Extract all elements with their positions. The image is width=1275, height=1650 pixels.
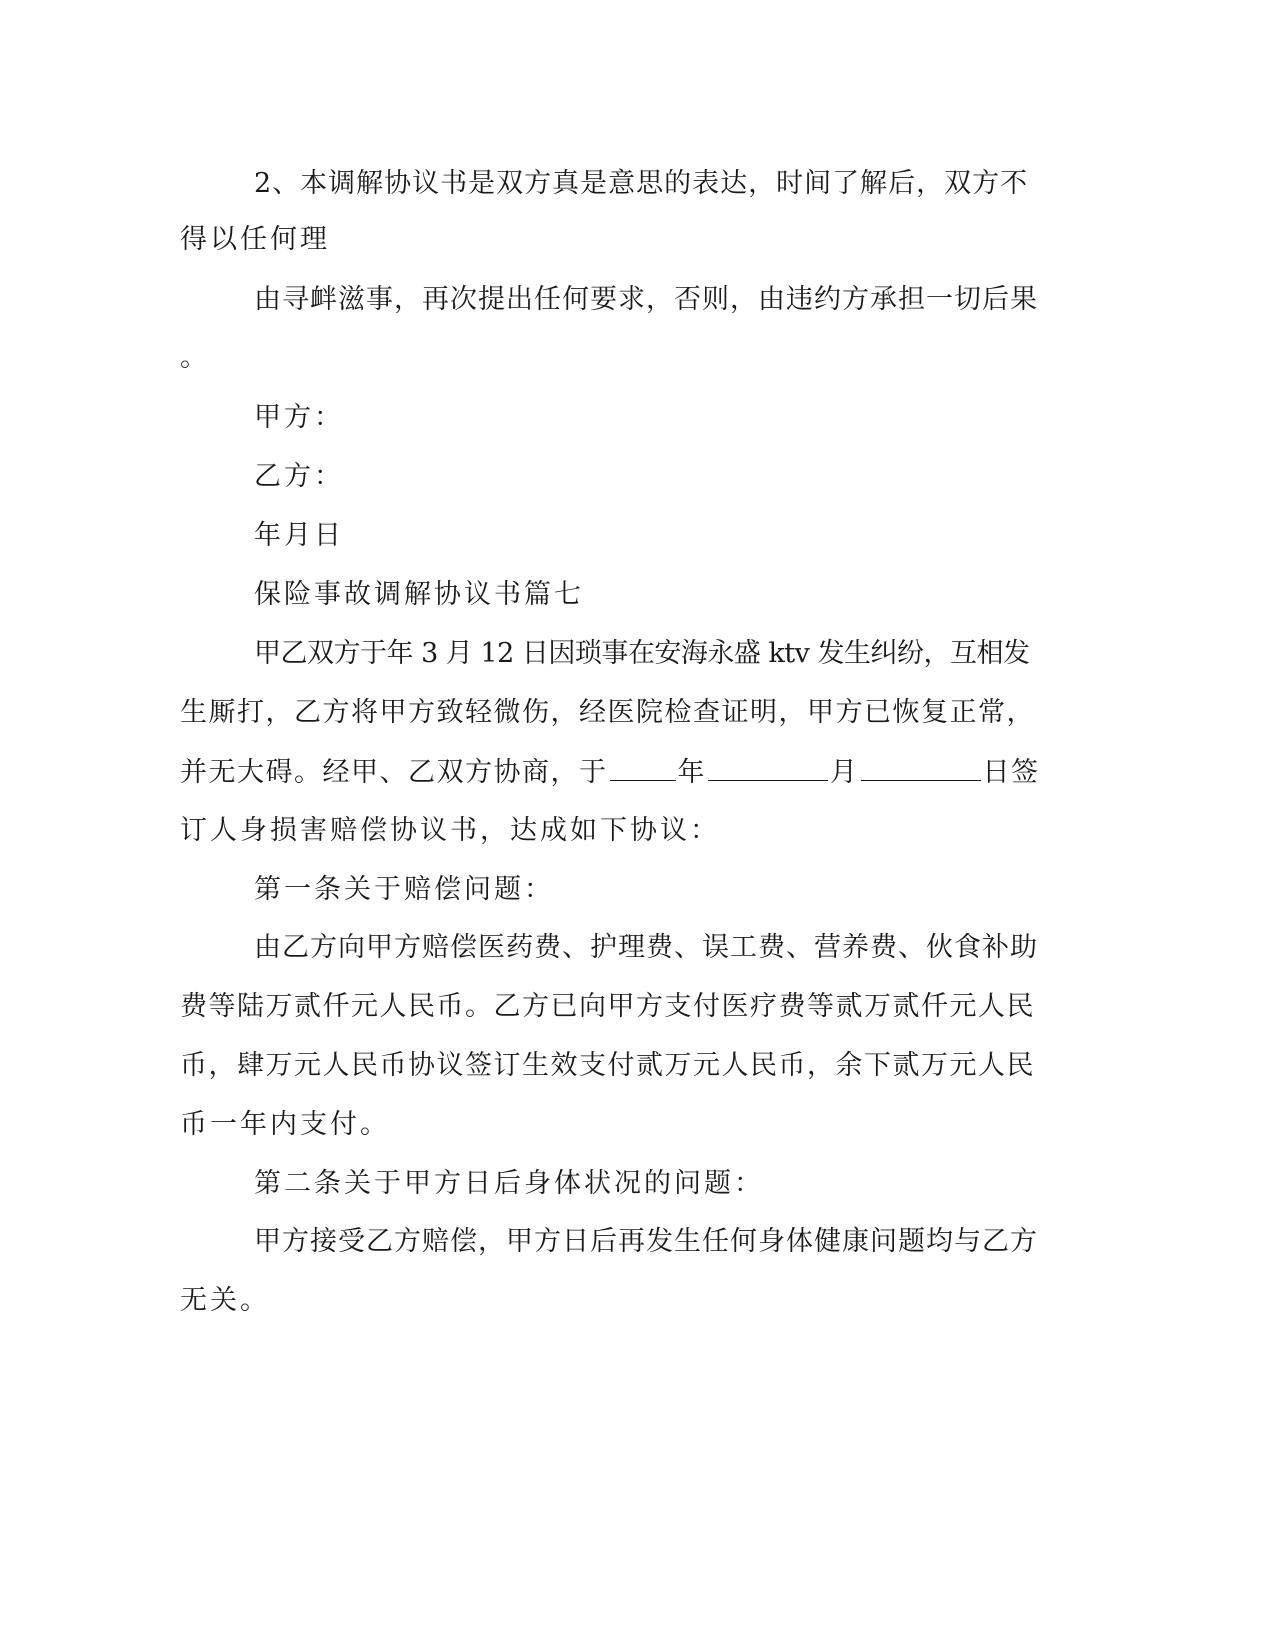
paragraph-line: 得以任何理 xyxy=(180,224,330,255)
paragraph-line: 由乙方向甲方赔偿医药费、护理费、误工费、营养费、伙食补助 xyxy=(254,932,1038,963)
fill-line-year: 年 xyxy=(677,757,706,788)
paragraph-line: 费等陆万贰仟元人民币。乙方已向甲方支付医疗费等贰万贰仟元人民 xyxy=(180,991,1035,1022)
month-blank xyxy=(708,754,828,781)
fill-line-month: 月 xyxy=(830,757,859,788)
paragraph-line: 币，肆万元人民币协议签订生效支付贰万元人民币，余下贰万元人民 xyxy=(180,1050,1035,1081)
day-blank xyxy=(861,754,981,781)
paragraph-line: 甲方接受乙方赔偿，甲方日后再发生任何身体健康问题均与乙方 xyxy=(254,1226,1038,1257)
paragraph-line: 。 xyxy=(180,342,210,373)
fill-line-suffix: 日签 xyxy=(982,757,1040,788)
paragraph-line: 由寻衅滋事，再次提出任何要求，否则，由违约方承担一切后果 xyxy=(254,284,1038,315)
paragraph-line: 2、本调解协议书是双方真是意思的表达，时间了解后，双方不 xyxy=(254,168,1029,199)
section-heading: 保险事故调解协议书篇七 xyxy=(254,579,584,610)
fill-line-prefix: 并无大碍。经甲、乙双方协商，于 xyxy=(180,757,608,788)
party-a-label: 甲方： xyxy=(254,402,344,433)
paragraph-line: 订人身损害赔偿协议书，达成如下协议： xyxy=(180,815,720,846)
fill-in-date-line xyxy=(180,754,1040,791)
article-heading: 第一条关于赔偿问题： xyxy=(254,874,554,905)
party-b-label: 乙方： xyxy=(254,461,344,492)
paragraph-line: 甲乙双方于年 3 月 12 日因琐事在安海永盛 ktv 发生纠纷，互相发 xyxy=(254,638,1030,669)
article-heading: 第二条关于甲方日后身体状况的问题： xyxy=(254,1168,764,1199)
paragraph-line: 币一年内支付。 xyxy=(180,1109,390,1140)
paragraph-line: 生厮打，乙方将甲方致轻微伤，经医院检查证明，甲方已恢复正常， xyxy=(180,697,1035,728)
paragraph-line: 无关。 xyxy=(180,1285,270,1316)
date-label: 年月日 xyxy=(254,520,344,551)
year-blank xyxy=(610,754,676,781)
